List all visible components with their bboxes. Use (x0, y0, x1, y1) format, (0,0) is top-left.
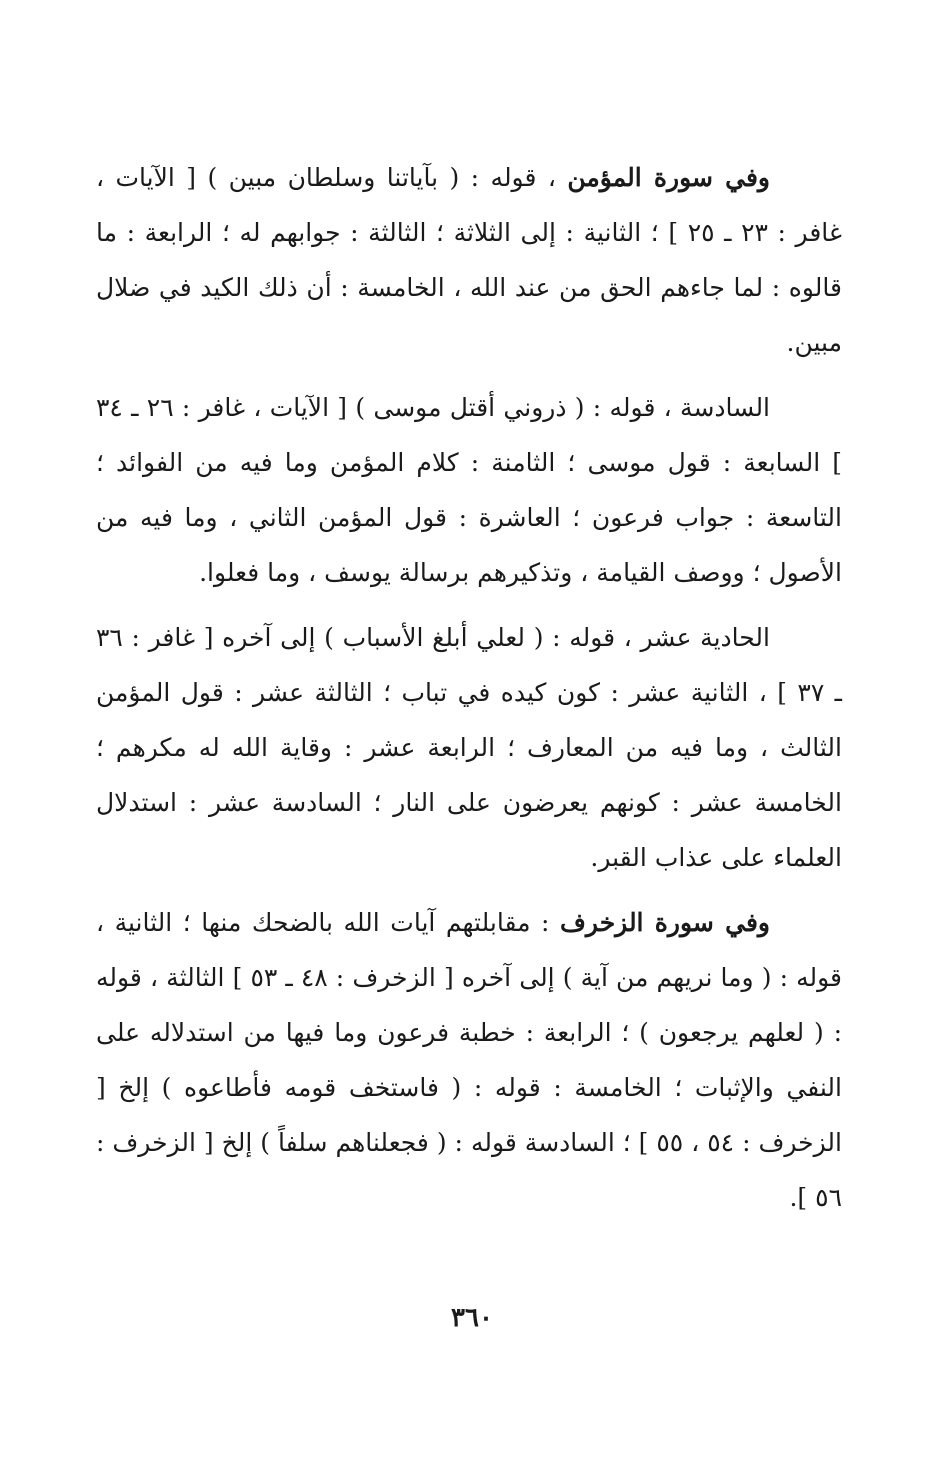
paragraph-text: السادسة ، قوله : ( ذروني أقتل موسى ) [ الآيات ، غافر : ٢٦ ـ ٣٤ ] السابعة : قول موسى ؛ الثامنة : كلام المؤمن وما فيه من الفوائد ؛ التاسعة : جواب فرعون ؛ العاشرة : قول المؤمن الثاني ، وما فيه من الأصول ؛ ووصف القيامة ، وتذكيرهم برسالة يوسف ، وما فعلوا. (96, 393, 842, 587)
paragraph-text: ، قوله : ( بآياتنا وسلطان مبين ) [ الآيات ، غافر : ٢٣ ـ ٢٥ ] ؛ الثانية : إلى الثلاثة ؛ الثالثة : جوابهم له ؛ الرابعة : ما قالوه : لما جاءهم الحق من عند الله ، الخامسة : أن ذلك الكيد في ضلال مبين. (96, 163, 842, 357)
paragraph-lead-heading: وفي سورة الزخرف (559, 908, 770, 937)
paragraph-lead-heading: وفي سورة المؤمن (567, 163, 771, 192)
body-text (96, 150, 842, 1235)
paragraph-surat-az-zukhruf (96, 895, 842, 1225)
paragraph-text: : مقابلتهم آيات الله بالضحك منها ؛ الثانية ، قوله : ( وما نريهم من آية ) إلى آخره [ الزخرف : ٤٨ ـ ٥٣ ] الثالثة ، قوله : ( لعلهم يرجعون ) ؛ الرابعة : خطبة فرعون وما فيها من استدلاله على النفي والإثبات ؛ الخامسة : قوله : ( فاستخف قومه فأطاعوه ) إلخ [ الزخرف : ٥٤ ، ٥٥ ] ؛ السادسة قوله : ( فجعلناهم سلفاً ) إلخ [ الزخرف : ٥٦ ]. (96, 908, 842, 1212)
paragraph-eleventh (96, 610, 842, 885)
paragraph-text: الحادية عشر ، قوله : ( لعلي أبلغ الأسباب ) إلى آخره [ غافر : ٣٦ ـ ٣٧ ] ، الثانية عشر : كون كيده في تباب ؛ الثالثة عشر : قول المؤمن الثالث ، وما فيه من المعارف ؛ الرابعة عشر : وقاية الله له مكرهم ؛ الخامسة عشر : كونهم يعرضون على النار ؛ السادسة عشر : استدلال العلماء على عذاب القبر. (96, 623, 842, 872)
page-number: ٣٦٠ (451, 1303, 493, 1333)
paragraph-surat-al-mumin (96, 150, 842, 370)
paragraph-sixth (96, 380, 842, 600)
